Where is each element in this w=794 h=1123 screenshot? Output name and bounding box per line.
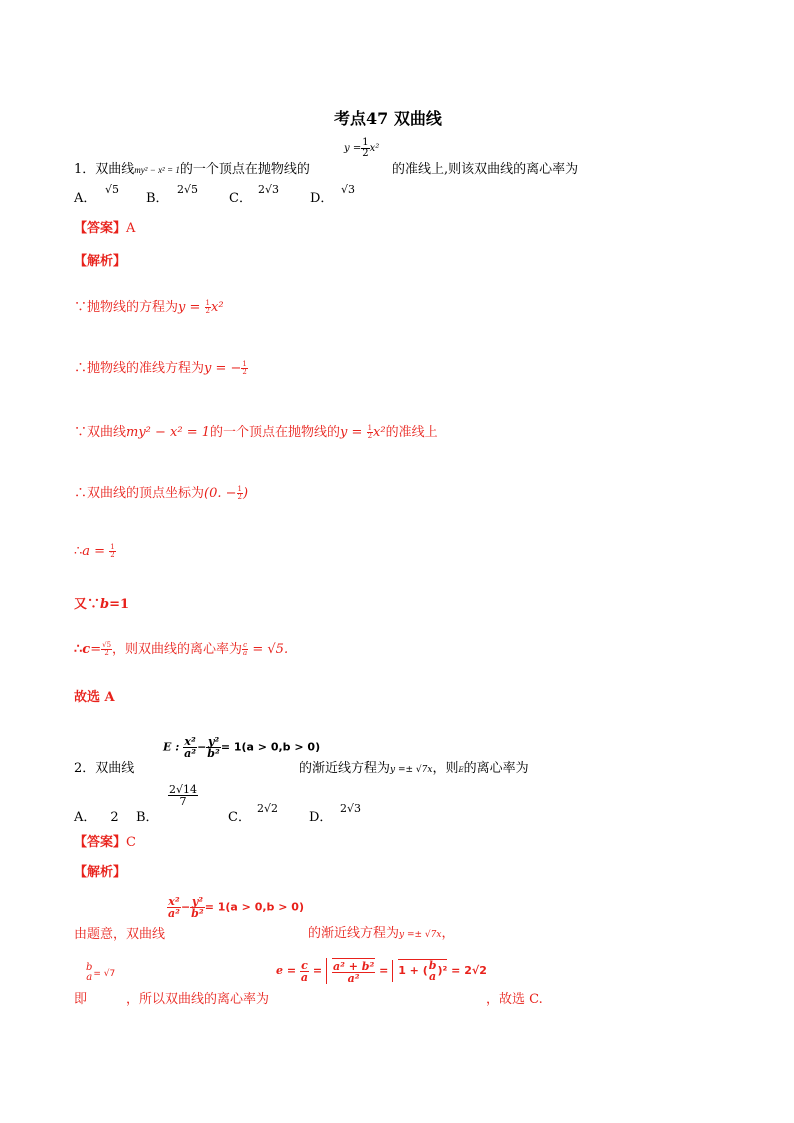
q2-text-2: 的渐近线方程为	[299, 761, 391, 776]
q1-parabola-lhs: y =	[344, 143, 362, 154]
step-math: y =	[340, 425, 367, 440]
option-label: D．	[309, 810, 333, 825]
frac-n: 1	[110, 543, 115, 551]
step-math: c	[82, 642, 91, 657]
q2-step-2-end: ，故选 C.	[486, 992, 543, 1007]
question-number: 2．	[74, 761, 96, 776]
q1-step-2	[74, 357, 248, 376]
question-number: 1．	[74, 162, 96, 177]
q1-option-a-value: √5	[105, 183, 120, 196]
q1-text-3: 的准线上,则该双曲线的离心率为	[392, 162, 579, 177]
page-title: 考点47 双曲线	[334, 109, 442, 128]
q2-e-symbol: E	[458, 766, 464, 774]
q2-step-1-eq	[167, 896, 304, 919]
q1-option-b-value: 2√5	[177, 183, 199, 196]
frac-d: 7	[179, 795, 187, 808]
answer-value: C	[126, 835, 136, 850]
step-math: =	[90, 642, 102, 657]
frac-d: a	[243, 649, 248, 657]
q1-option-b	[146, 187, 169, 206]
frac-n: y²	[191, 895, 204, 908]
option-label: A．	[74, 191, 97, 206]
q2-option-c	[228, 806, 251, 825]
q1-option-a	[74, 187, 96, 206]
q2-hyperbola-eq	[163, 736, 320, 759]
frac-d: 2	[205, 307, 210, 315]
q2-step-1-text: 由题意，双曲线	[74, 927, 166, 942]
frac-d: 2	[237, 493, 242, 501]
frac-n: y²	[207, 735, 220, 748]
option-value: 2	[110, 810, 119, 825]
q2-option-b	[136, 806, 159, 825]
step-text: ∴	[74, 544, 83, 559]
frac-d: b²	[207, 747, 220, 760]
frac-d: a²	[168, 907, 180, 920]
step-math: y = −	[204, 361, 242, 376]
q1-analysis-label: 【解析】	[74, 254, 127, 269]
frac-d: a²	[184, 747, 197, 760]
step-text: 又∵	[74, 597, 101, 612]
frac-n: 1	[367, 424, 373, 432]
step-math: a =	[82, 544, 110, 559]
frac-d: 2	[242, 368, 247, 376]
option-label: C．	[228, 810, 251, 825]
q2-asymptote: y =± √7x	[390, 765, 433, 775]
step-text: =1	[109, 597, 130, 612]
eq-part: 1 + (	[398, 964, 428, 977]
q1-parabola-eq	[344, 138, 379, 159]
step-text: ，	[441, 926, 455, 941]
frac-n: x²	[184, 735, 196, 748]
option-label: C．	[229, 191, 252, 206]
step-math: my² − x² = 1	[126, 425, 211, 440]
q1-step-3	[74, 421, 438, 440]
frac-n: √5	[102, 641, 112, 649]
eq-part: −	[180, 900, 191, 914]
option-label: A．	[74, 810, 97, 825]
question-1-stem	[74, 158, 310, 177]
step-text: 的一个顶点在抛物线的	[210, 425, 341, 440]
step-math: x²	[211, 300, 224, 315]
frac-d: a	[300, 970, 309, 984]
frac-d: a	[86, 972, 93, 983]
q1-option-c-value: 2√3	[258, 183, 280, 196]
frac-n: c	[301, 958, 308, 972]
q1-step-7	[74, 638, 288, 657]
frac-n: b	[86, 962, 93, 973]
eq-part: )²	[437, 964, 448, 977]
frac-d: 2	[104, 649, 109, 657]
q1-parabola-rhs: x²	[369, 143, 380, 154]
option-label: D．	[310, 191, 334, 206]
eq-part: =	[379, 964, 389, 977]
frac-d: a	[429, 970, 437, 983]
eq-part: E :	[163, 740, 180, 754]
q1-parabola-frac-n: 1	[362, 137, 369, 148]
step-math: )	[242, 486, 249, 501]
q1-option-c	[229, 187, 252, 206]
q1-option-d	[310, 187, 333, 206]
q1-text-2: 的一个顶点在抛物线的	[179, 162, 310, 177]
step-math: = √5.	[248, 642, 289, 657]
step-text: ∴抛物线的准线方程为	[74, 361, 205, 376]
q2-step-2-ratio	[85, 963, 115, 983]
frac-d: 2	[367, 432, 373, 440]
eq-part: −	[197, 740, 207, 754]
step-text: ∵双曲线	[74, 425, 127, 440]
answer-label: 【答案】	[74, 221, 127, 236]
q2-answer	[74, 831, 136, 850]
q2-step-2-mid: ，所以双曲线的离心率为	[126, 992, 270, 1007]
q2-text-1: 双曲线	[95, 761, 135, 776]
question-2-stem	[74, 757, 134, 776]
q2-option-d	[309, 806, 332, 825]
step-text: ，则双曲线的离心率为	[112, 642, 243, 657]
q2-text-4: 的离心率为	[463, 761, 529, 776]
q1-answer	[74, 217, 135, 236]
q2-step-2-text	[74, 988, 87, 1007]
q1-step-5	[74, 544, 116, 559]
frac-d: a²	[347, 972, 360, 985]
frac-d: 2	[110, 551, 115, 559]
q1-step-6	[74, 593, 129, 612]
frac-n: 1	[242, 360, 247, 368]
step-math: b	[100, 597, 110, 612]
step-math: = √7	[93, 969, 116, 979]
frac-n: a² + b²	[332, 960, 375, 973]
eq-part: = 2√2	[451, 964, 487, 977]
frac-n: 1	[205, 299, 210, 307]
eq-part: e =	[276, 964, 297, 977]
q2-option-d-value: 2√3	[340, 802, 362, 815]
q2-stem-rest	[299, 757, 529, 776]
q1-step-1	[74, 296, 224, 315]
q2-step-1-rest	[308, 922, 454, 941]
eq-part: =	[312, 964, 323, 977]
step-math: y =± √7x	[399, 930, 442, 940]
frac-n: 2√14	[169, 783, 198, 796]
q2-option-c-value: 2√2	[257, 802, 279, 815]
step-math: (0. −	[204, 486, 237, 501]
frac-d: b²	[191, 907, 204, 920]
q2-option-b-value	[168, 784, 198, 807]
step-text: ∴双曲线的顶点坐标为	[74, 486, 205, 501]
step-math: x²	[373, 425, 386, 440]
step-text: ∵抛物线的方程为	[74, 300, 179, 315]
q2-option-a	[74, 806, 119, 825]
step-math: y =	[178, 300, 205, 315]
answer-label: 【答案】	[74, 835, 127, 850]
frac-n: b	[428, 959, 437, 972]
step-text: ∴	[74, 642, 83, 657]
step-text: 即	[74, 992, 88, 1007]
answer-value: A	[126, 221, 136, 236]
step-text: 的准线上	[385, 425, 438, 440]
eq-part: = 1(a > 0,b > 0)	[204, 900, 304, 914]
frac-n: 1	[237, 485, 242, 493]
option-label: B．	[146, 191, 169, 206]
q1-hyperbola-eq: my² − x² = 1	[134, 165, 180, 175]
eq-part: = 1(a > 0,b > 0)	[220, 740, 321, 754]
q2-analysis-label: 【解析】	[74, 865, 127, 880]
q1-text-1: 双曲线	[95, 162, 135, 177]
frac-n: x²	[168, 895, 180, 908]
frac-n: c	[243, 641, 248, 649]
q2-text-3: ，则	[432, 761, 459, 776]
step-text: 的渐近线方程为	[308, 926, 400, 941]
q1-step-4	[74, 482, 248, 501]
q2-eccentricity-formula	[276, 958, 487, 984]
option-label: B．	[136, 810, 159, 825]
q1-option-d-value: √3	[341, 183, 356, 196]
q1-conclusion: 故选 A	[74, 690, 115, 705]
q1-parabola-frac-d: 2	[362, 148, 369, 159]
